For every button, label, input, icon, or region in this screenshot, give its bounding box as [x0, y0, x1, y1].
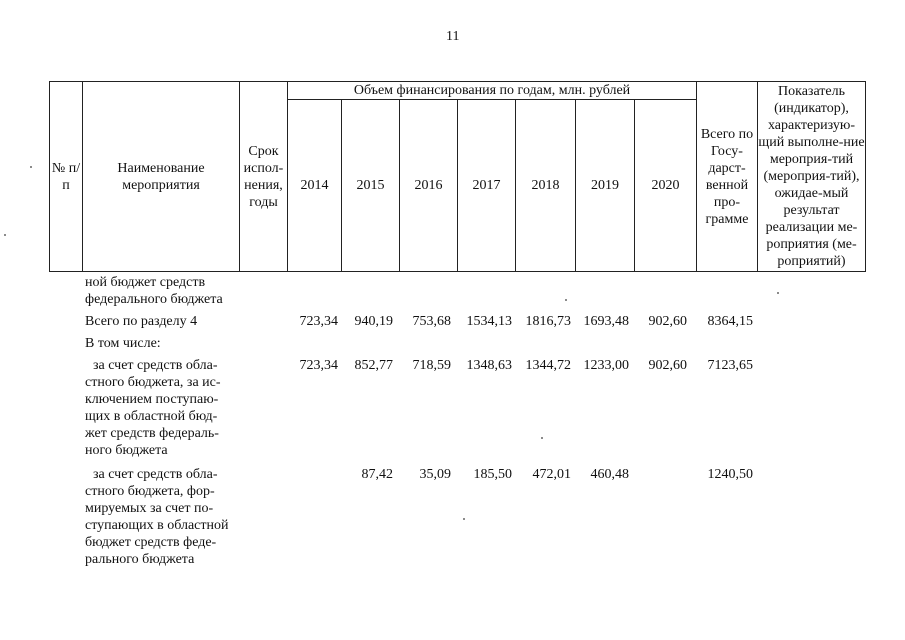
table-cell-total: 1240,50 [707, 467, 753, 482]
scan-speck [4, 234, 6, 236]
scan-speck [565, 299, 567, 301]
row-continuation-line: ной бюджет средств [85, 275, 206, 290]
table-cell: 1693,48 [583, 314, 629, 329]
header-col-name: Наименование мероприятия [117, 160, 205, 193]
header-col-indicator: Показатель (индикатор), характеризую-щий выполне-ние мероприя-тий (мероприя-тий), ожидае-мый результат реализации ме-роприятия (ме-роприятий) [758, 84, 865, 269]
row-label-line: жет средств федераль- [85, 426, 219, 441]
row-label-line: щих в областной бюд- [85, 409, 218, 424]
table-cell-total: 7123,65 [707, 358, 753, 373]
table-cell: 1816,73 [525, 314, 571, 329]
table-cell: 940,19 [354, 314, 393, 329]
header-year: 2019 [591, 178, 619, 193]
table-cell: 87,42 [361, 467, 393, 482]
table-cell: 723,34 [299, 314, 338, 329]
row-continuation-line: федерального бюджета [85, 292, 223, 307]
row-label-line: ключением поступаю- [85, 392, 219, 407]
table-cell: 1233,00 [583, 358, 629, 373]
header-col-total: Всего по Госу-дарст-венной про-грамме [700, 126, 754, 227]
table-cell: 35,09 [419, 467, 451, 482]
scan-speck [541, 437, 543, 439]
row-label-including: В том числе: [85, 336, 161, 351]
row-label-line: за счет средств обла- [93, 358, 218, 373]
table-cell: 753,68 [412, 314, 451, 329]
row-label-line: за счет средств обла- [93, 467, 218, 482]
header-year: 2020 [651, 178, 680, 193]
header-year: 2016 [414, 178, 443, 193]
table-cell-total: 8364,15 [707, 314, 753, 329]
row-label-line: рального бюджета [85, 552, 195, 567]
row-label-line: мируемых за счет по- [85, 501, 214, 516]
table-cell: 1348,63 [466, 358, 512, 373]
header-year: 2017 [472, 178, 501, 193]
table-cell: 902,60 [648, 314, 687, 329]
table-cell: 1534,13 [466, 314, 512, 329]
table-cell: 1344,72 [525, 358, 571, 373]
header-year: 2015 [356, 178, 385, 193]
table-cell: 472,01 [532, 467, 571, 482]
table-cell: 460,48 [590, 467, 629, 482]
scan-speck [30, 166, 32, 168]
page-number: 11 [446, 29, 460, 44]
header-funding-title: Объем финансирования по годам, млн. рублей [353, 83, 631, 98]
header-year: 2014 [300, 178, 329, 193]
header-col-term: Срок испол-нения, годы [243, 143, 284, 210]
row-label-regional-budget [85, 357, 240, 459]
header-year: 2018 [531, 178, 560, 193]
table-cell: 718,59 [412, 358, 451, 373]
row-label-line: стного бюджета, фор- [85, 484, 215, 499]
table-cell: 902,60 [648, 358, 687, 373]
row-label-line: ного бюджета [85, 443, 168, 458]
header-border-right [865, 81, 866, 272]
row-label-line: стного бюджета, за ис- [85, 375, 221, 390]
table-cell: 852,77 [354, 358, 393, 373]
row-label-line: ступающих в областной [85, 518, 229, 533]
table-cell: 185,50 [473, 467, 512, 482]
row-label-federal-funds [85, 466, 240, 568]
table-cell: 723,34 [299, 358, 338, 373]
row-label-line: бюджет средств феде- [85, 535, 217, 550]
scan-speck [463, 518, 465, 520]
scan-speck [777, 292, 779, 294]
row-label-total-section4: Всего по разделу 4 [85, 314, 198, 329]
header-divider [82, 81, 83, 272]
header-col-number: № п/п [51, 160, 81, 193]
